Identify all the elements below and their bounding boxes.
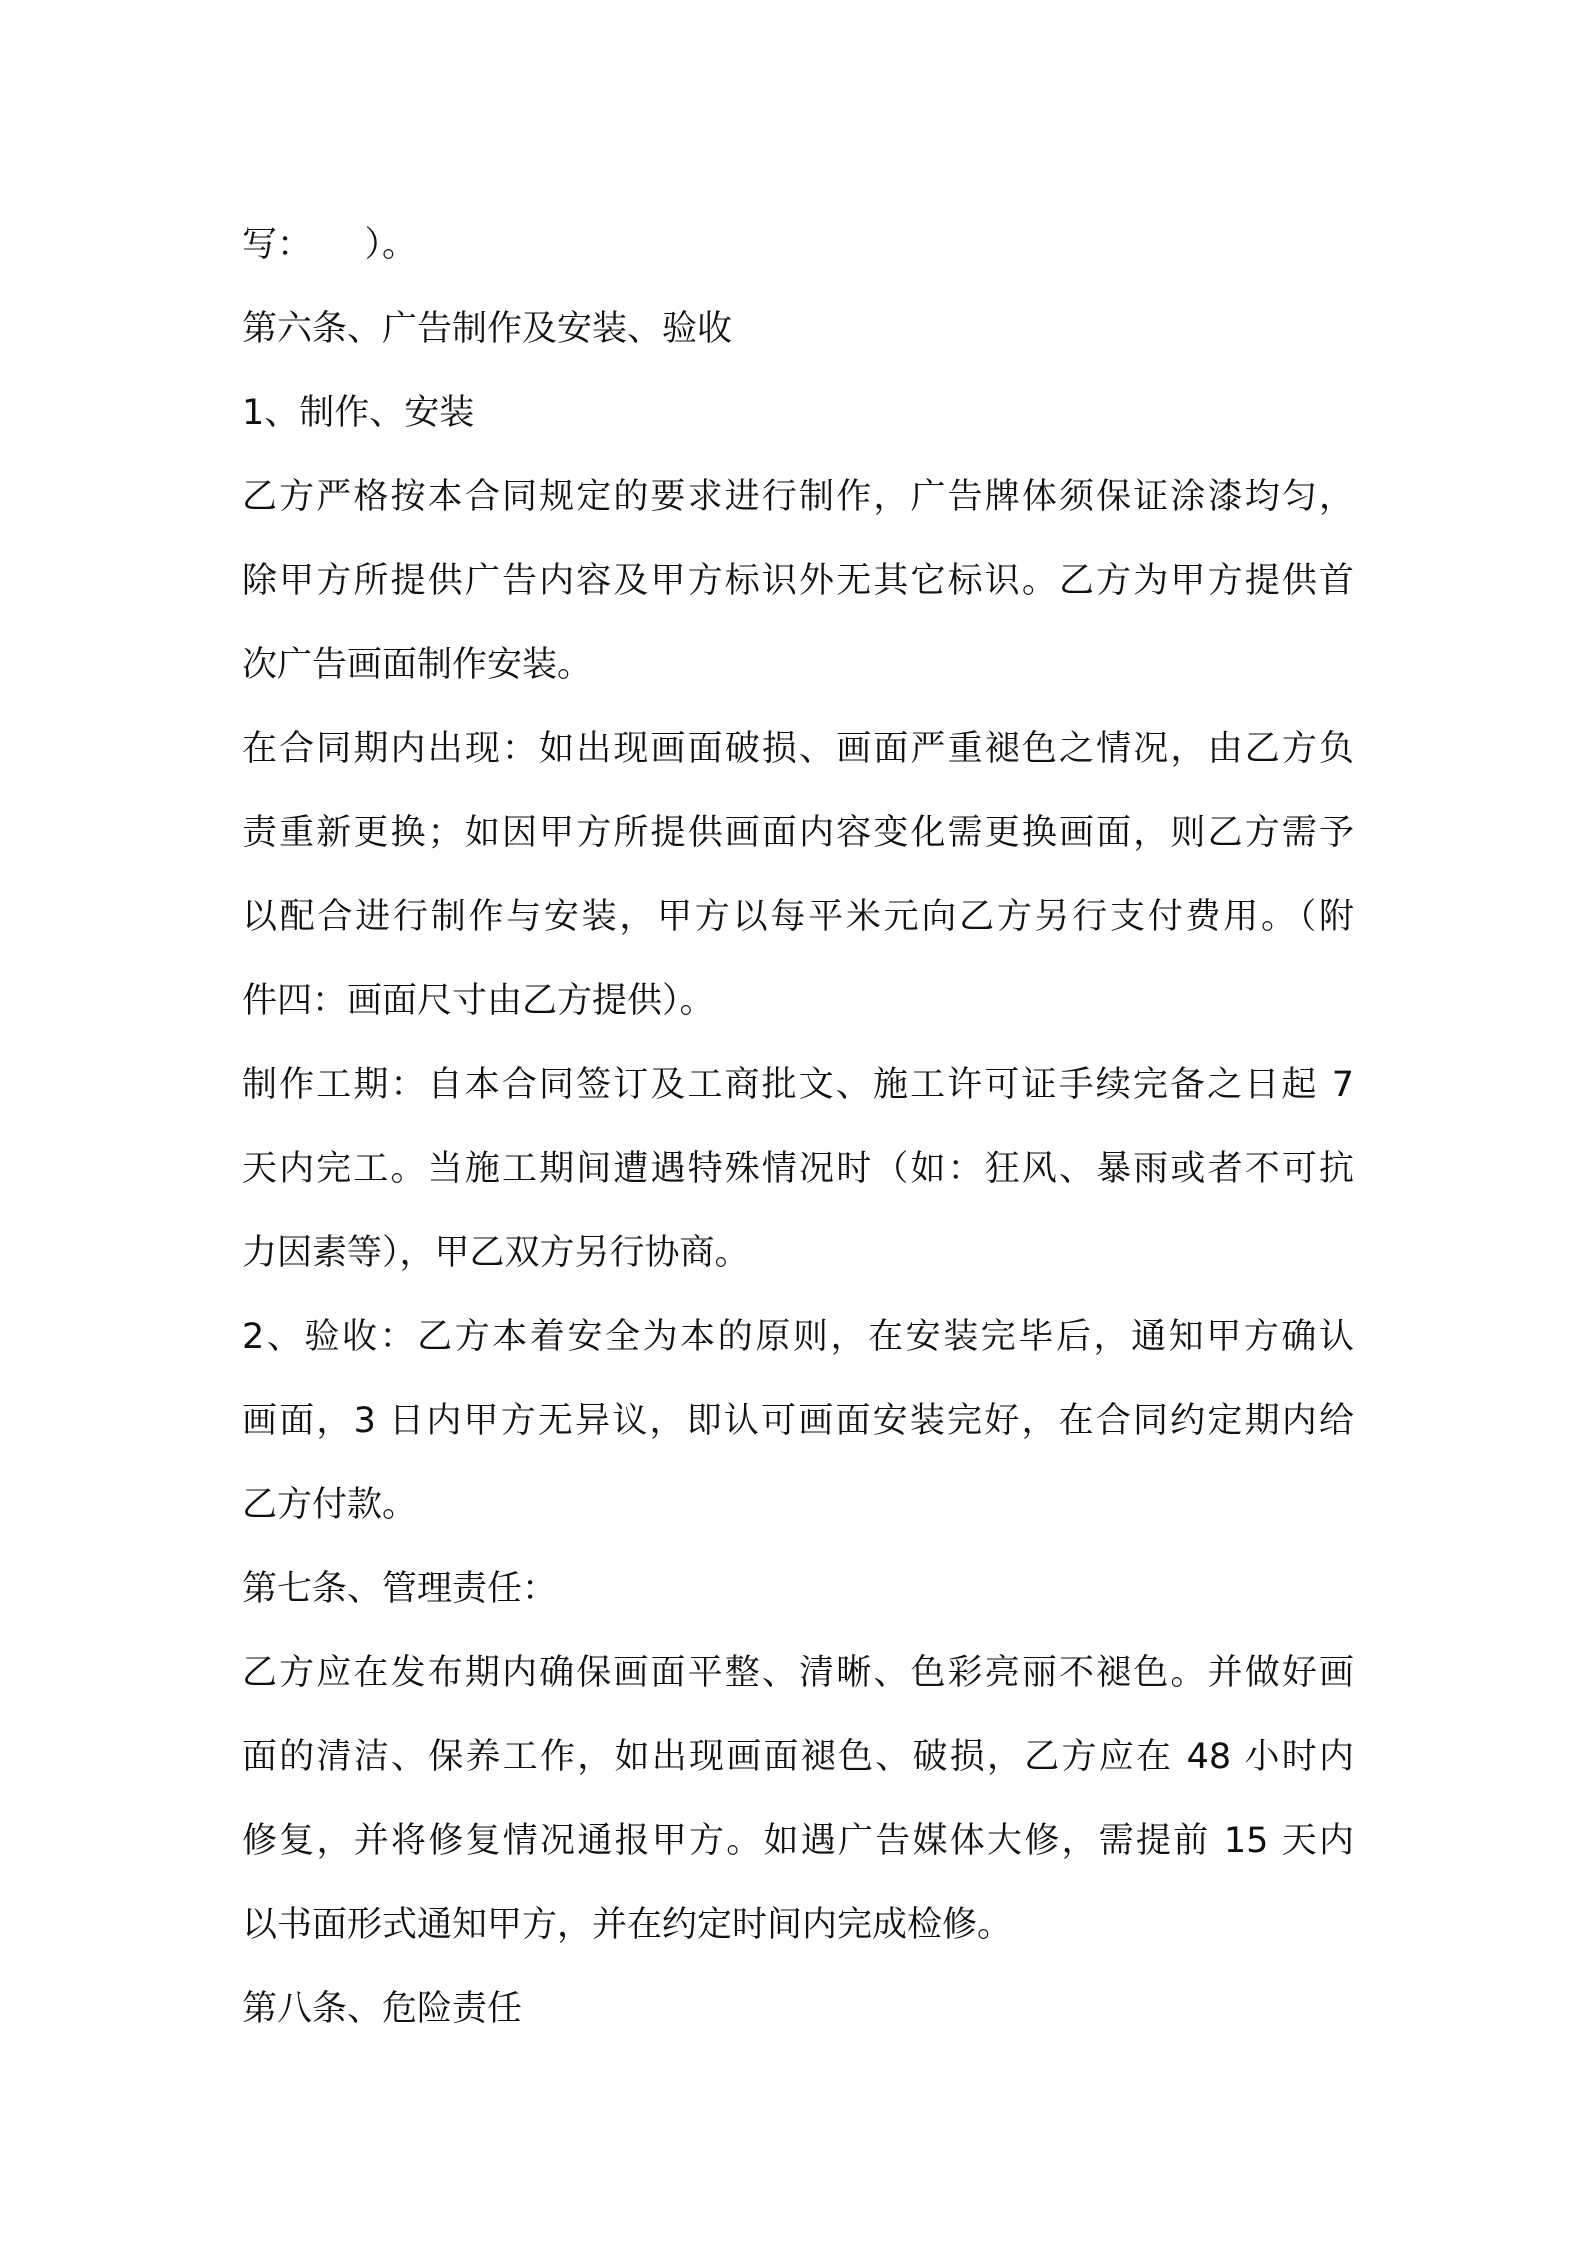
text-line: 除甲方所提供广告内容及甲方标识外无其它标识。乙方为甲方提供首 [242, 561, 1354, 601]
text-line: 以配合进行制作与安装，甲方以每平米元向乙方另行支付费用。（附 [242, 897, 1354, 937]
document-page [242, 203, 1354, 2051]
text-line: 面的清洁、保养工作，如出现画面褪色、破损，乙方应在 48 小时内 [242, 1737, 1354, 1777]
text-line: 乙方严格按本合同规定的要求进行制作，广告牌体须保证涂漆均匀， [242, 477, 1354, 517]
text-line: 修复，并将修复情况通报甲方。如遇广告媒体大修，需提前 15 天内 [242, 1821, 1354, 1861]
text-line: 在合同期内出现：如出现画面破损、画面严重褪色之情况，由乙方负 [242, 729, 1354, 769]
subsection-heading: 1、制作、安装 [242, 393, 475, 433]
section-heading: 第七条、管理责任： [242, 1569, 558, 1609]
text-line: 件四：画面尺寸由乙方提供）。 [242, 981, 715, 1021]
text-line: 天内完工。当施工期间遭遇特殊情况时（如：狂风、暴雨或者不可抗 [242, 1149, 1354, 1189]
text-line: 乙方应在发布期内确保画面平整、清晰、色彩亮丽不褪色。并做好画 [242, 1653, 1354, 1693]
text-line: 写： ）。 [242, 225, 418, 265]
section-heading: 第八条、危险责任 [242, 1989, 523, 2029]
text-line: 画面，3 日内甲方无异议，即认可画面安装完好，在合同约定期内给 [242, 1401, 1354, 1441]
text-line: 乙方付款。 [242, 1485, 418, 1525]
text-line: 2、验收：乙方本着安全为本的原则，在安装完毕后，通知甲方确认 [242, 1317, 1354, 1357]
text-line: 次广告画面制作安装。 [242, 645, 593, 685]
text-line: 制作工期：自本合同签订及工商批文、施工许可证手续完备之日起 7 [242, 1065, 1354, 1105]
text-line: 以书面形式通知甲方，并在约定时间内完成检修。 [242, 1905, 1013, 1945]
text-line: 力因素等），甲乙双方另行协商。 [242, 1233, 750, 1273]
section-heading: 第六条、广告制作及安装、验收 [242, 309, 733, 349]
text-line: 责重新更换；如因甲方所提供画面内容变化需更换画面，则乙方需予 [242, 813, 1354, 853]
